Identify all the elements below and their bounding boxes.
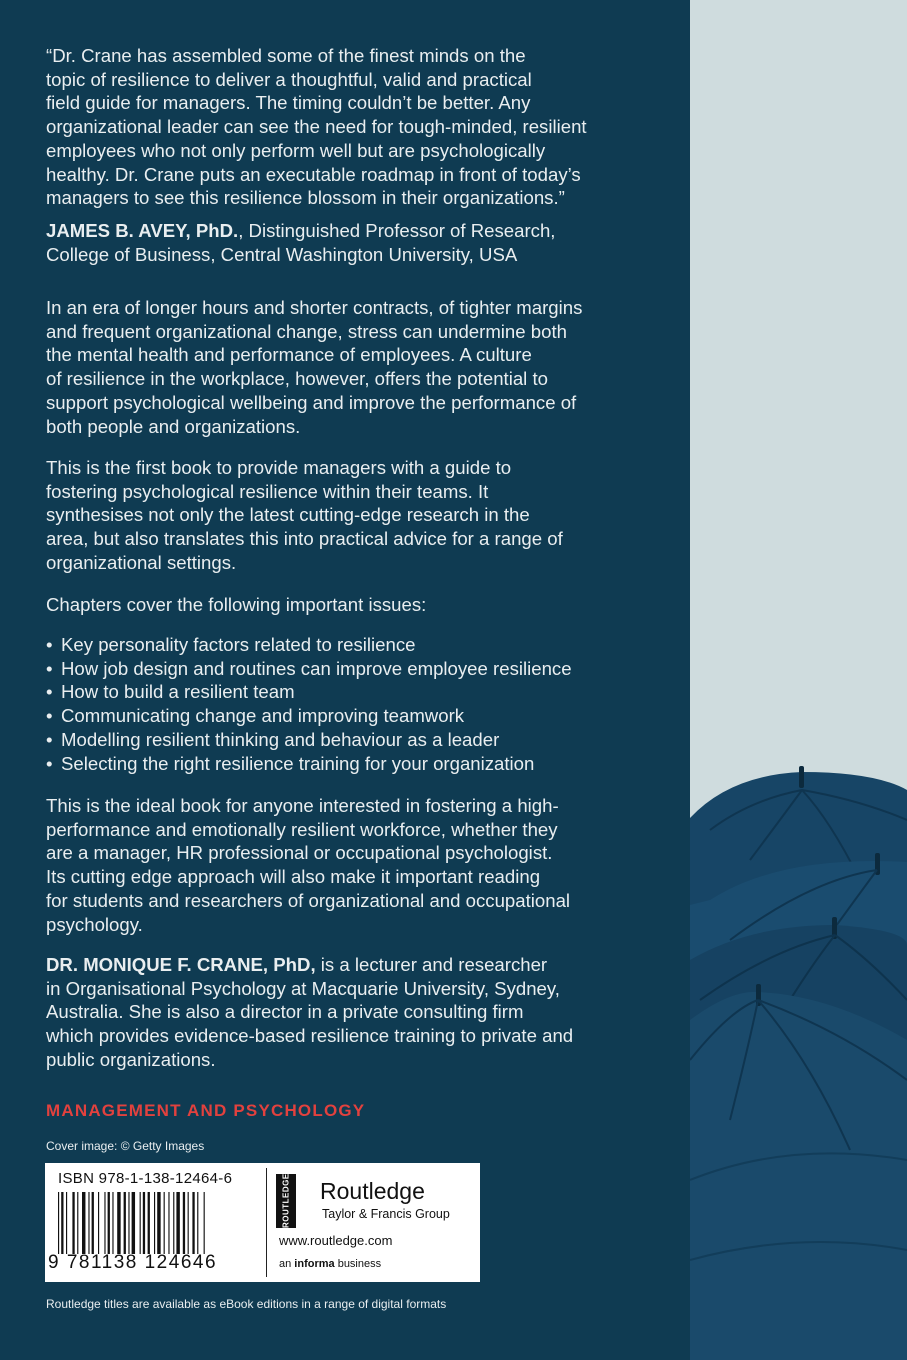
- informa-prefix: an: [279, 1258, 295, 1270]
- description-paragraph-1: [46, 296, 661, 438]
- ebook-note: Routledge titles are available as eBook editions in a range of digital formats: [46, 1297, 447, 1311]
- barcode-bar: [192, 1192, 194, 1254]
- quote-line: field guide for managers. The timing couldn’t be better. Any: [46, 92, 531, 114]
- barcode-bar: [72, 1192, 74, 1254]
- barcode-bar: [128, 1192, 129, 1254]
- list-item: • Selecting the right resilience training for your organization: [46, 752, 661, 776]
- barcode-block: [45, 1163, 480, 1282]
- barcode-bar: [92, 1192, 94, 1254]
- text-line: organizational settings.: [46, 551, 237, 573]
- description-paragraph-4: [46, 794, 661, 936]
- text-line: of resilience in the workplace, however, offers the potential to: [46, 368, 548, 390]
- barcode-bar: [66, 1192, 67, 1254]
- barcode-bar: [143, 1192, 145, 1254]
- publisher-group: Taylor & Francis Group: [322, 1207, 450, 1221]
- text-line: This is the ideal book for anyone interested in fostering a high-: [46, 795, 559, 816]
- barcode-bar: [197, 1192, 198, 1254]
- barcode-bar: [112, 1192, 113, 1254]
- text-line: area, but also translates this into practical advice for a range of: [46, 528, 563, 550]
- barcode-bar: [104, 1192, 105, 1254]
- text-line: support psychological wellbeing and improve the performance of: [46, 391, 577, 413]
- isbn-label: ISBN 978-1-138-12464-6: [58, 1170, 233, 1187]
- barcode-bar: [154, 1192, 155, 1254]
- endorser: [46, 219, 661, 266]
- quote-line: managers to see this resilience blossom in their organizations.”: [46, 187, 565, 209]
- text-line: is a lecturer and researcher: [315, 954, 548, 975]
- text-line: Its cutting edge approach will also make it important reading: [46, 866, 541, 888]
- text-line: This is the first book to provide managers with a guide to: [46, 457, 512, 478]
- barcode-bar: [61, 1192, 63, 1254]
- barcode: [58, 1192, 258, 1254]
- chapters-intro: Chapters cover the following important issues:: [46, 594, 427, 615]
- umbrellas-illustration: [690, 0, 907, 1360]
- barcode-bar: [140, 1192, 141, 1254]
- text-line: In an era of longer hours and shorter contracts, of tighter margins: [46, 297, 583, 318]
- list-item: • Key personality factors related to resilience: [46, 633, 661, 657]
- barcode-bar: [82, 1192, 85, 1254]
- text-line: public organizations.: [46, 1048, 216, 1070]
- quote-line: organizational leader can see the need for tough-minded, resilient: [46, 116, 587, 138]
- text-line: and frequent organizational change, stress can undermine both: [46, 320, 567, 342]
- quote-line: employees who not only perform well but are psychologically: [46, 139, 546, 161]
- list-item: • How job design and routines can improve employee resilience: [46, 657, 661, 681]
- publisher-url: www.routledge.com: [279, 1233, 393, 1248]
- endorser-affiliation-line2: College of Business, Central Washington University, USA: [46, 243, 518, 265]
- text-line: Australia. She is also a director in a private consulting firm: [46, 1001, 524, 1023]
- barcode-bar: [164, 1192, 165, 1254]
- list-item: • How to build a resilient team: [46, 680, 661, 704]
- author-bio: [46, 953, 661, 1072]
- barcode-bar: [88, 1192, 89, 1254]
- divider: [266, 1168, 267, 1277]
- subject-category: MANAGEMENT AND PSYCHOLOGY: [46, 1101, 366, 1120]
- routledge-logo: ROUTLEDGE: [276, 1174, 296, 1228]
- text-line: fostering psychological resilience within their teams. It: [46, 480, 489, 502]
- text-line: are a manager, HR professional or occupational psychologist.: [46, 842, 553, 864]
- barcode-bar: [204, 1192, 205, 1254]
- barcode-bar: [108, 1192, 110, 1254]
- text-line: in Organisational Psychology at Macquarie University, Sydney,: [46, 977, 560, 999]
- text-line: which provides evidence-based resilience training to private and: [46, 1025, 574, 1047]
- list-item: • Modelling resilient thinking and behaviour as a leader: [46, 728, 661, 752]
- endorsement-quote: [46, 44, 661, 210]
- barcode-bar: [124, 1192, 126, 1254]
- quote-line: topic of resilience to deliver a thoughtful, valid and practical: [46, 68, 532, 90]
- quote-line: “Dr. Crane has assembled some of the finest minds on the: [46, 45, 526, 66]
- barcode-bar: [77, 1192, 78, 1254]
- publisher-name: Routledge: [320, 1178, 425, 1204]
- barcode-bar: [98, 1192, 99, 1254]
- barcode-bar: [157, 1192, 160, 1254]
- barcode-bar: [176, 1192, 179, 1254]
- endorser-affiliation: , Distinguished Professor of Research,: [238, 220, 556, 241]
- description-paragraph-2: [46, 456, 661, 575]
- barcode-bar: [188, 1192, 189, 1254]
- text-line: for students and researchers of organizational and occupational: [46, 889, 571, 911]
- informa-line: [279, 1258, 381, 1270]
- text-line: both people and organizations.: [46, 415, 301, 437]
- list-item: • Communicating change and improving teamwork: [46, 704, 661, 728]
- barcode-bar: [173, 1192, 174, 1254]
- cover-image-panel: [690, 0, 907, 1360]
- barcode-digits: 9 781138 124646: [48, 1252, 218, 1273]
- barcode-bar: [117, 1192, 120, 1254]
- barcode-bar: [183, 1192, 185, 1254]
- text-line: the mental health and performance of employees. A culture: [46, 344, 532, 366]
- author-name: DR. MONIQUE F. CRANE, PhD,: [46, 954, 316, 975]
- barcode-bar: [168, 1192, 169, 1254]
- barcode-bar: [148, 1192, 150, 1254]
- quote-line: healthy. Dr. Crane puts an executable roadmap in front of today’s: [46, 163, 581, 185]
- endorser-name: JAMES B. AVEY, PhD.: [46, 220, 239, 241]
- barcode-bar: [58, 1192, 59, 1254]
- text-line: synthesises not only the latest cutting-edge research in the: [46, 504, 530, 526]
- text-line: psychology.: [46, 913, 143, 935]
- informa-word: informa: [294, 1258, 335, 1270]
- barcode-bar: [132, 1192, 135, 1254]
- chapter-topics-list: [46, 633, 661, 775]
- informa-suffix: business: [334, 1258, 382, 1270]
- text-line: performance and emotionally resilient workforce, whether they: [46, 818, 558, 840]
- cover-credit: Cover image: © Getty Images: [46, 1139, 205, 1153]
